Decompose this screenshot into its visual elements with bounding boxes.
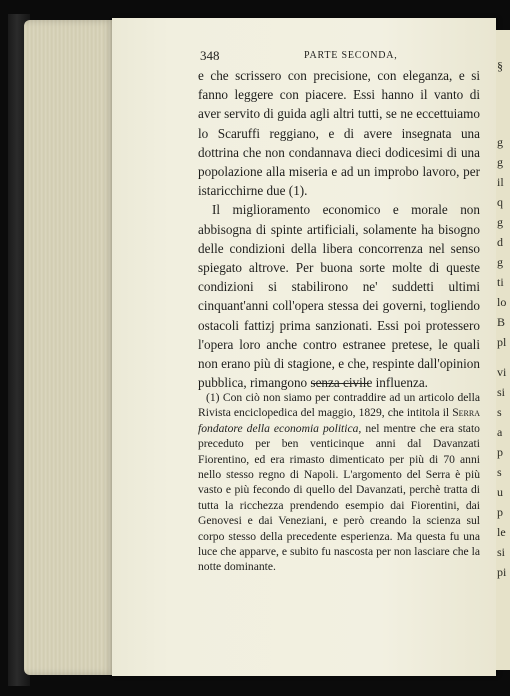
facing-page-char: pl <box>497 335 507 349</box>
facing-page-char: vi <box>497 365 507 379</box>
footnote-text-start: (1) Con ciò non siamo per contraddire ad un articolo della Rivista enciclopedica del maggio, 1829, che intitola il <box>198 391 480 420</box>
facing-page-char: g <box>497 255 503 269</box>
paragraph-1: e che scrissero con precisione, con eleganza, e si fanno leggere con piacere. Essi hanno il vanto di aver servito di guida agli altri tutti, se ne eccettuiamo lo Scaruffi reggiano, e di avere insegnata una dottrina che non condannava dieci dodicesimi di una popolazione alla miseria e ad un improbo lavoro, per istaricchirne due (1). <box>198 68 480 199</box>
facing-page-char: si <box>497 385 506 399</box>
footnote-serra-title: fondatore della economia politica, <box>198 421 362 435</box>
facing-page-char: lo <box>497 295 507 309</box>
paragraph-2: Il miglioramento economico e morale non abbisogna di spinte artificiali, solamente ha bisogno delle condizioni della libera concorrenza nel senso spiegato altrove. Per buona sorte molte di queste condizioni si stabilirono ne' suddetti ultimi cinquant'anni coll'opera stessa dei governi, togliendo ostacoli fattizj prima sanzionati. Essi poi protessero l'opera loro anche contro estranee pretese, le quali non erano più di stagione, e che, respinte dall'opinion pubblica, rimangono senza civile influenza. <box>198 202 480 391</box>
facing-page-char: ti <box>497 275 504 289</box>
facing-page-char: a <box>497 425 503 439</box>
section-title: PARTE SECONDA, <box>304 50 398 61</box>
facing-page-char: § <box>497 59 503 73</box>
page-edges <box>24 20 116 675</box>
facing-page-char: il <box>497 175 504 189</box>
facing-page-char: d <box>497 235 503 249</box>
facing-page-char: s <box>497 405 502 419</box>
facing-page-char: p <box>497 505 503 519</box>
footnote-serra-name: Serra <box>452 406 480 420</box>
footnote-rule <box>311 383 369 384</box>
main-text <box>198 66 480 392</box>
footnote-paragraph <box>198 390 480 575</box>
facing-page-edge <box>496 30 510 670</box>
facing-page-char: u <box>497 485 503 499</box>
facing-page-char: s <box>497 465 502 479</box>
facing-page-char: B <box>497 315 506 329</box>
footnote-text-end: nel mentre che era stato preceduto per ben venticinque anni dal Davanzati Fiorentino, ed era rimasto dimenticato per più di 70 anni nello stesso regno di Napoli. L'argomento del Serra è più vasto e più fecondo di quello del Davanzati, perchè tratta di tutta la ricchezza prendendo esempio dai Fiorentini, dai Genovesi e dai Veneziani, e però creando la scienza sul corpo stesso della precedente esperienza. Ma questa fu una luce che apparve, e subito fu nascosta per non lasciare che la notte dominante. <box>198 421 480 574</box>
facing-page-char: g <box>497 155 503 169</box>
running-head <box>200 48 482 66</box>
facing-page-char: g <box>497 215 503 229</box>
page-number: 348 <box>200 48 220 63</box>
facing-page-char: q <box>497 195 503 209</box>
facing-page-char: pi <box>497 565 507 579</box>
facing-page-char: g <box>497 135 503 149</box>
facing-page-char: p <box>497 445 503 459</box>
facing-page-char: le <box>497 525 506 539</box>
facing-page-char: si <box>497 545 506 559</box>
footnote <box>198 390 480 575</box>
